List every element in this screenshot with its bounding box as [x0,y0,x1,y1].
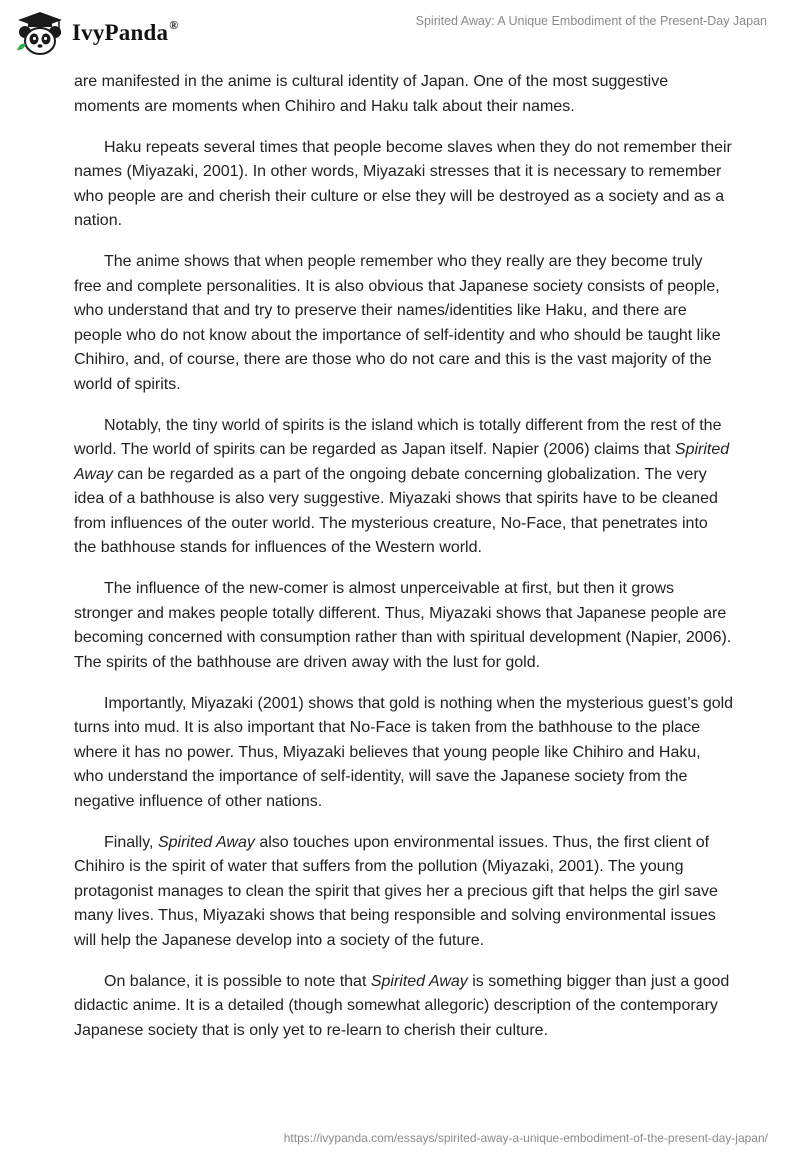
paragraph: Finally, Spirited Away also touches upon environmental issues. Thus, the first client of Chihiro is the spirit of water that suffers from the pollution (Miyazaki, 2001). The young protagonist manages to clean the spirit that gives her a precious gift that helps the girl save many lives. Thus, Miyazaki shows that being responsible and solving environmental issues will help the Japanese develop into a society of the future. [74,833,718,949]
paragraph: The anime shows that when people remember who they really are they become truly free and complete personalities. It is also obvious that Japanese society consists of people, who understand that and try to preserve their names/identities like Haku, and there are people who do not know about the importance of self-identity and who should be taught like Chihiro, and, of course, there are those who do not care and this is the vast majority of the world of spirits. [74,253,721,393]
source-url-link[interactable]: https://ivypanda.com/essays/spirited-away-a-unique-embodiment-of-the-present-day-japan/ [283,1131,768,1145]
brand-logo[interactable] [14,8,214,58]
film-title: Spirited Away [370,972,468,990]
paragraph: Importantly, Miyazaki (2001) shows that gold is nothing when the mysterious guest’s gold turns into mud. It is also important that No-Face is taken from the bathhouse to the place where it has no power. Thus, Miyazaki believes that young people like Chihiro and Haku, who understand the importance of self-identity, will save the Japanese society from the negative influence of other nations. [74,694,734,810]
paragraph: Haku repeats several times that people become slaves when they do not remember their names (Miyazaki, 2001). In other words, Miyazaki stresses that it is necessary to remember who people are and cherish their culture or else they will be destroyed as a society and as a nation. [74,138,732,229]
paragraph: Notably, the tiny world of spirits is the island which is totally different from the rest of the world. The world of spirits can be regarded as Japan itself. Napier (2006) claims that Spirited Away can be regarded as a part of the ongoing debate concerning globalization. The very idea of a bathhouse is also very suggestive. Miyazaki shows that spirits have to be cleaned from influences of the outer world. The mysterious creature, No-Face, that penetrates into the bathhouse stands for influences of the Western world. [74,416,730,556]
paragraph: are manifested in the anime is cultural identity of Japan. One of the most suggestive moments are moments when Chihiro and Haku talk about their names. [74,73,669,115]
page-header [0,0,800,70]
document-title: Spirited Away: A Unique Embodiment of the Present-Day Japan [415,14,767,28]
film-title: Spirited Away [74,441,730,483]
paragraph: The influence of the new-comer is almost unperceivable at first, but then it grows stronger and makes people totally different. Thus, Miyazaki shows that Japanese people are becoming concerned with consumption rather than with spiritual development (Napier, 2006). The spirits of the bathhouse are driven away with the lust for gold. [74,580,732,671]
panda-logo-icon [14,10,66,56]
film-title: Spirited Away [157,833,255,851]
essay-body [74,70,734,1060]
brand-name: IvyPanda® [72,18,179,45]
paragraph: On balance, it is possible to note that Spirited Away is something bigger than just a good didactic anime. It is a detailed (though somewhat allegoric) description of the contemporary Japanese society that is only yet to re-learn to cherish their culture. [74,972,730,1039]
